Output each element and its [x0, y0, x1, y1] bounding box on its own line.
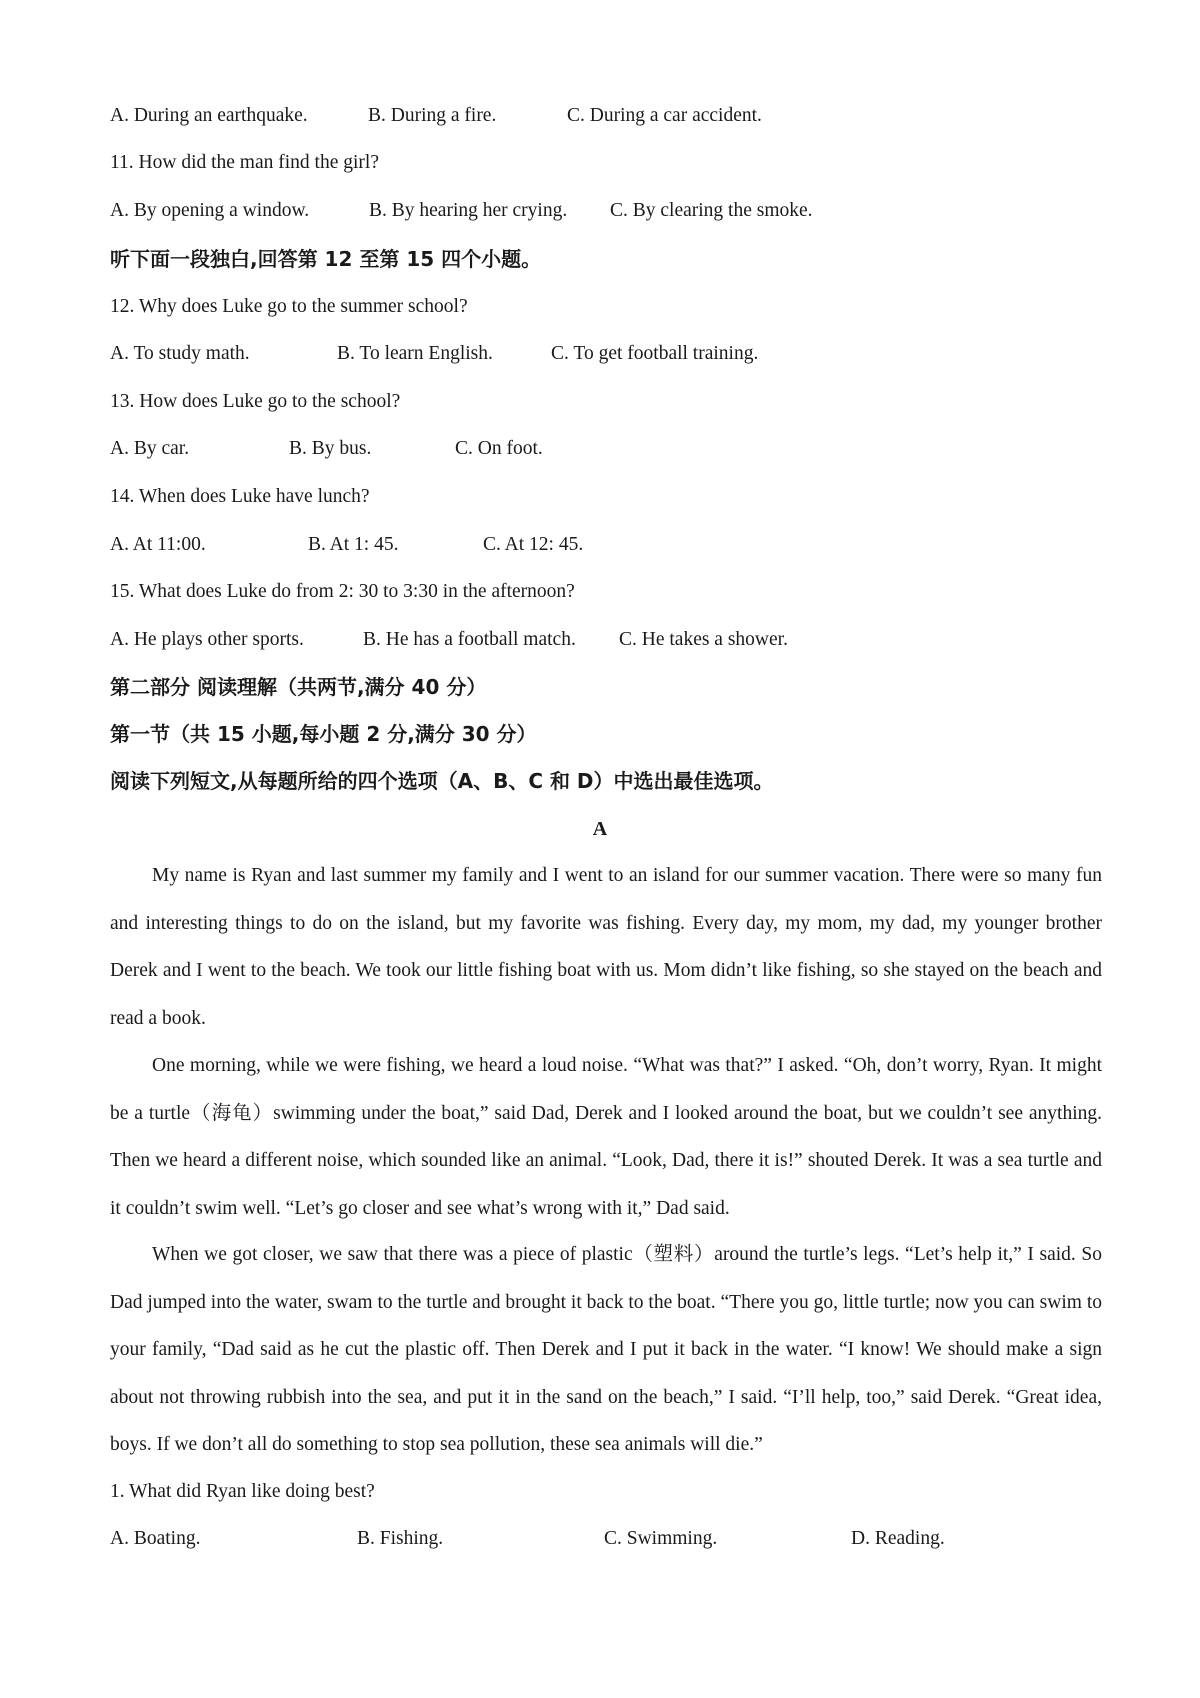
q13-option-a: A. By car.: [110, 438, 190, 459]
q13-option-c: C. On foot.: [455, 438, 543, 459]
q14-option-a: A. At 11:00.: [110, 534, 206, 555]
q12-option-a: A. To study math.: [110, 343, 250, 364]
q15-option-b: B. He has a football match.: [363, 629, 576, 650]
q13-option-b: B. By bus.: [289, 438, 372, 459]
q12-option-b: B. To learn English.: [337, 343, 493, 364]
q10-option-b: B. During a fire.: [368, 105, 497, 126]
q14-option-b: B. At 1: 45.: [308, 534, 399, 555]
q11-question: 11. How did the man find the girl?: [110, 152, 379, 173]
q10-option-a: A. During an earthquake.: [110, 105, 308, 126]
q15-option-a: A. He plays other sports.: [110, 629, 304, 650]
q14-question: 14. When does Luke have lunch?: [110, 486, 370, 507]
passage-title: A: [592, 818, 608, 840]
q12-question: 12. Why does Luke go to the summer school?: [110, 296, 468, 317]
q11-option-a: A. By opening a window.: [110, 200, 310, 221]
q1-option-c: C. Swimming.: [604, 1528, 718, 1549]
q1-option-d: D. Reading.: [851, 1528, 945, 1549]
q1-option-b: B. Fishing.: [357, 1528, 444, 1549]
q10-option-c: C. During a car accident.: [567, 105, 762, 126]
q1-option-a: A. Boating.: [110, 1528, 201, 1549]
part2-header: 第二部分 阅读理解（共两节,满分 40 分）: [110, 675, 487, 699]
passage-paragraph-1: My name is Ryan and last summer my family and I went to an island for our summer vacation. There were so many fun and interesting things to do on the island, but my favorite was fishing. Every day, my mom, my dad, my younger brother Derek and I went to the beach. We took our little fishing boat with us. Mom didn’t like fishing, so she stayed on the beach and read a book.: [110, 865, 1102, 1029]
q12-option-c: C. To get football training.: [551, 343, 759, 364]
q15-option-c: C. He takes a shower.: [619, 629, 788, 650]
passage-paragraph-3: When we got closer, we saw that there was a piece of plastic（塑料）around the turtle’s legs. “Let’s help it,” I said. So Dad jumped into the water, swam to the turtle and brought it back to the boat. “There you go, little turtle; now you can swim to your family, “Dad said as he cut the plastic off. Then Derek and I put it back in the water. “I know! We should make a sign about not throwing rubbish into the sea, and put it in the sand on the beach,” I said. “I’ll help, too,” said Derek. “Great idea, boys. If we don’t all do something to stop sea pollution, these sea animals will die.”: [110, 1244, 1102, 1455]
q1-question: 1. What did Ryan like doing best?: [110, 1481, 375, 1502]
q14-option-c: C. At 12: 45.: [483, 534, 584, 555]
q13-question: 13. How does Luke go to the school?: [110, 391, 401, 412]
monologue-instruction: 听下面一段独白,回答第 12 至第 15 四个小题。: [110, 247, 542, 271]
reading-instruction: 阅读下列短文,从每题所给的四个选项（A、B、C 和 D）中选出最佳选项。: [110, 769, 774, 793]
q15-question: 15. What does Luke do from 2: 30 to 3:30 in the afternoon?: [110, 581, 575, 602]
passage-paragraph-2: One morning, while we were fishing, we heard a loud noise. “What was that?” I asked. “Oh, don’t worry, Ryan. It might be a turtle（海龟）swimming under the boat,” said Dad, Derek and I looked around the boat, but we couldn’t see anything. Then we heard a different noise, which sounded like an animal. “Look, Dad, there it is!” shouted Derek. It was a sea turtle and it couldn’t swim well. “Let’s go closer and see what’s wrong with it,” Dad said.: [110, 1055, 1102, 1219]
q11-option-b: B. By hearing her crying.: [369, 200, 568, 221]
q11-option-c: C. By clearing the smoke.: [610, 200, 813, 221]
section1-header: 第一节（共 15 小题,每小题 2 分,满分 30 分）: [110, 722, 537, 746]
